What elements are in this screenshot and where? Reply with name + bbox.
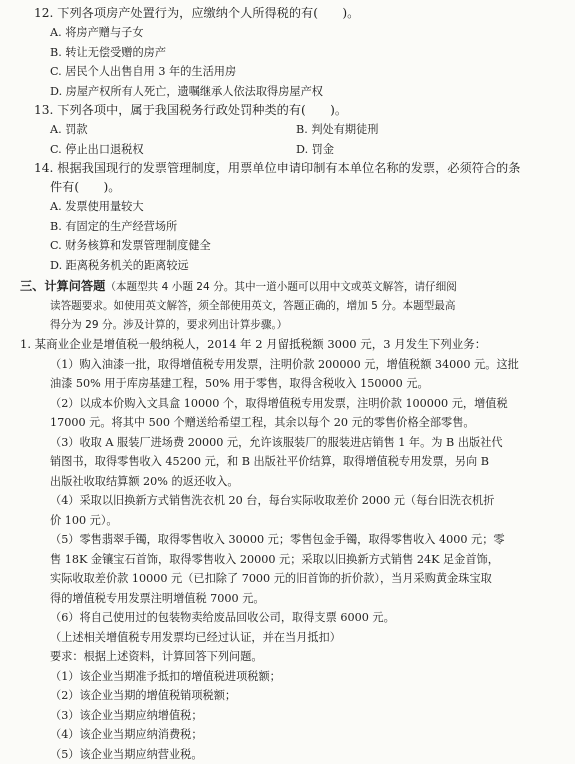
business-item-2 [34,394,559,433]
section-3-header [34,275,559,335]
business-item-4 [34,491,559,530]
item-line: （3）收取 A 服装厂进场费 20000 元，允许该服装厂的服装进店销售 1 年。为 B 出版社代 [34,433,559,453]
question-title: 14. 根据我国现行的发票管理制度，用票单位申请印制有本单位名称的发票，必须符合的条 [34,159,559,178]
option-a: A. 罚款 [34,120,280,140]
business-item-1 [34,355,559,394]
business-item-3 [34,433,559,492]
section-note-cont: 读答题要求。如使用英文解答，须全部使用英文，答题正确的，增加 5 分。本题型最高 [34,297,559,316]
item-line: （2）以成本价购入文具盒 10000 个，取得增值税专用发票，注明价款 100000 元，增值税 [34,394,559,414]
item-line: （1）购入油漆一批，取得增值税专用发票，注明价款 200000 元，增值税额 34000 元。这批 [34,355,559,375]
problem-1 [34,335,559,764]
item-line: 油漆 50% 用于库房基建工程，50% 用于零售，取得含税收入 150000 元。 [34,374,559,394]
item-line: 售 18K 金镶宝石首饰，取得零售收入 20000 元；采取以旧换新方式销售 24K 足金首饰， [34,550,559,570]
option-c: C. 财务核算和发票管理制度健全 [34,236,559,256]
option-c: C. 停止出口退税权 [34,140,280,160]
question-13 [34,101,559,159]
item-line: （4）采取以旧换新方式销售洗衣机 20 台，每台实际收取差价 2000 元（每台旧洗衣机折 [34,491,559,511]
item-line: （5）零售翡翠手镯，取得零售收入 30000 元；零售包金手镯，取得零售收入 4000 元；零 [34,530,559,550]
option-d: D. 罚金 [280,140,526,160]
item-line: 17000 元。将其中 500 个赠送给希望工程，其余以每个 20 元的零售价格全部零售。 [34,413,559,433]
business-item-5 [34,530,559,608]
question-14 [34,159,559,275]
business-item-6 [34,608,559,628]
item-line: 出版社收取结算额 20% 的返还收入。 [34,472,559,492]
problem-intro: 1. 某商业企业是增值税一般纳税人，2014 年 2 月留抵税额 3000 元，3 月发生下列业务： [20,335,559,355]
item-line: 价 100 元）。 [34,511,559,531]
sub-question-3: （3）该企业当期应纳增值税； [34,706,559,726]
option-a: A. 发票使用量较大 [34,197,559,217]
question-title-cont: 件有( )。 [34,178,559,197]
sub-question-5: （5）该企业当期应纳营业税。 [34,745,559,764]
item-line: 得的增值税专用发票注明增值税 7000 元。 [34,589,559,609]
section-title: 三、计算问答题 [20,279,105,293]
option-d: D. 距离税务机关的距离较远 [34,256,559,276]
question-title: 13. 下列各项中，属于我国税务行政处罚种类的有( )。 [34,101,559,120]
sub-question-4: （4）该企业当期应纳消费税； [34,725,559,745]
sub-question-2: （2）该企业当期的增值税销项税额； [34,686,559,706]
section-note: （本题型共 4 小题 24 分。其中一道小题可以用中文或英文解答，请仔细阅 [105,281,457,293]
option-c: C. 居民个人出售自用 3 年的生活用房 [34,62,559,82]
item-line: 销图书，取得零售收入 45200 元，和 B 出版社平价结算，取得增值税专用发票，另向 B [34,452,559,472]
option-b: B. 有固定的生产经营场所 [34,217,559,237]
sub-question-1: （1）该企业当期准予抵扣的增值税进项税额； [34,667,559,687]
option-b: B. 判处有期徒刑 [280,120,526,140]
requirement: 要求：根据上述资料，计算回答下列问题。 [34,647,559,667]
option-a: A. 将房产赠与子女 [34,23,559,43]
question-title: 12. 下列各项房产处置行为，应缴纳个人所得税的有( )。 [34,4,559,23]
invoice-note: （上述相关增值税专用发票均已经过认证，并在当月抵扣） [34,628,559,648]
option-b: B. 转让无偿受赠的房产 [34,43,559,63]
item-line: 实际收取差价款 10000 元（已扣除了 7000 元的旧首饰的折价款），当月采购黄金珠宝取 [34,569,559,589]
question-12 [34,4,559,101]
item-line: （6）将自己使用过的包装物卖给废品回收公司，取得支票 6000 元。 [34,608,559,628]
section-note-cont: 得分为 29 分。涉及计算的，要求列出计算步骤。） [34,316,559,335]
option-d: D. 房屋产权所有人死亡，遗嘱继承人依法取得房屋产权 [34,82,559,102]
